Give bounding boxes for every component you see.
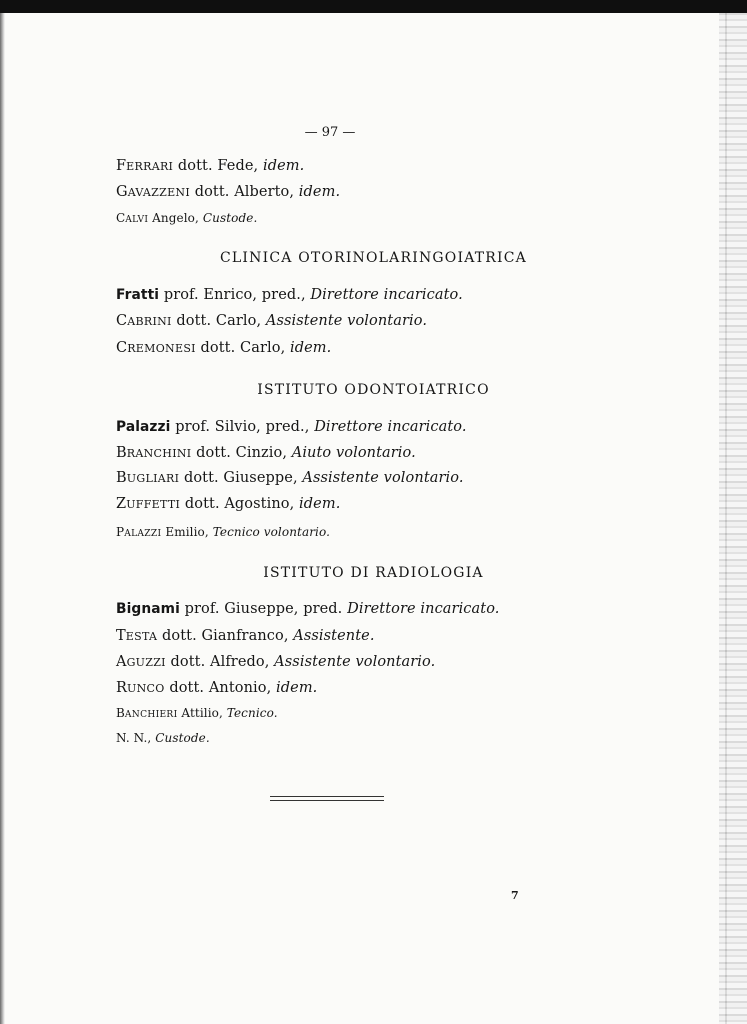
section-heading-odontoiatrico: ISTITUTO ODONTOIATRICO [257,382,490,398]
entry-calvi: CALVI Angelo, Custode. [116,211,258,225]
entry-runco: RUNCO dott. Antonio, idem. [116,680,318,696]
entry-banchieri: BANCHIERI Attilio, Tecnico. [116,706,278,720]
entry-bignami: Bignami prof. Giuseppe, pred. Direttore incaricato. [116,601,500,617]
entry-nn-custode: N. N., Custode. [116,731,210,745]
entry-testa: TESTA dott. Gianfranco, Assistente. [116,628,375,644]
entry-gavazzeni: GAVAZZENI dott. Alberto, idem. [116,184,341,200]
entry-branchini: BRANCHINI dott. Cinzio, Aiuto volontario. [116,445,416,461]
entry-ferrari: FERRARI dott. Fede, idem. [116,158,305,174]
entry-cremonesi: CREMONESI dott. Carlo, idem. [116,340,332,356]
end-rule-top [270,796,384,797]
scan-top-border [0,0,747,13]
entry-zuffetti: ZUFFETTI dott. Agostino, idem. [116,496,341,512]
signature-mark: 7 [511,889,519,902]
scan-right-edge [719,13,747,1024]
page-number: — 97 — [304,125,356,140]
entry-palazzi-silvio: Palazzi prof. Silvio, pred., Direttore incaricato. [116,419,467,435]
entry-fratti: Fratti prof. Enrico, pred., Direttore incaricato. [116,287,463,303]
entry-cabrini: CABRINI dott. Carlo, Assistente volontario. [116,313,428,329]
section-heading-otorinolaringoiatrica: CLINICA OTORINOLARINGOIATRICA [220,250,527,266]
entry-aguzzi: AGUZZI dott. Alfredo, Assistente volontario. [116,654,436,670]
end-rule-bottom [270,800,384,801]
entry-bugliari: BUGLIARI dott. Giuseppe, Assistente volontario. [116,470,464,486]
section-heading-radiologia: ISTITUTO DI RADIOLOGIA [263,565,484,581]
scan-left-edge [0,13,5,1024]
entry-palazzi-emilio: PALAZZI Emilio, Tecnico volontario. [116,525,330,539]
